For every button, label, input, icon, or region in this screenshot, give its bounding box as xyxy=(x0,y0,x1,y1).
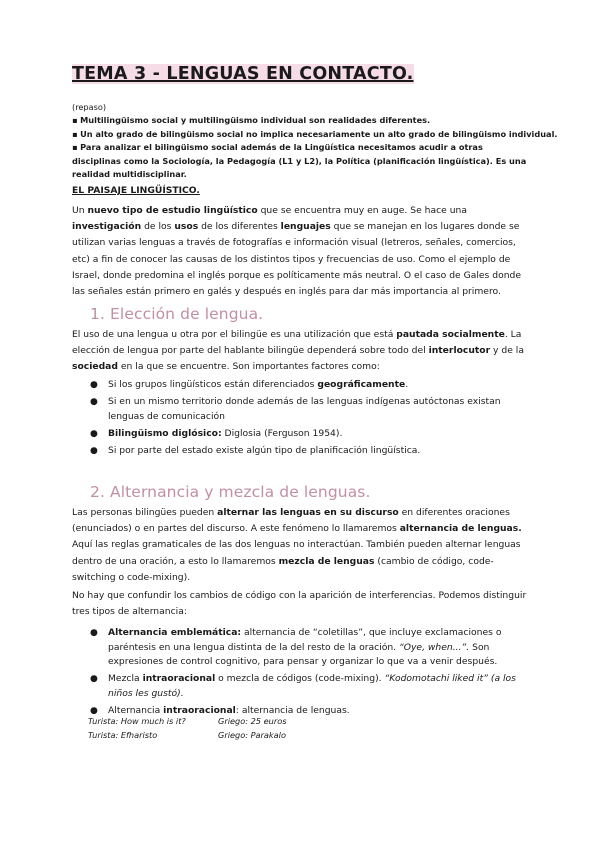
bullet-icon: ● xyxy=(90,428,98,439)
section-heading-alternancia: 2. Alternancia y mezcla de lenguas. xyxy=(90,483,371,501)
example-right: Griego: Parakalo xyxy=(218,730,286,740)
eleccion-factors-list xyxy=(90,378,518,461)
page-title-text: TEMA 3 - LENGUAS EN CONTACTO. xyxy=(72,64,414,84)
page-title xyxy=(72,62,414,86)
bullet-icon: ● xyxy=(90,674,98,685)
paisaje-paragraph: Un nuevo tipo de estudio lingüístico que se encuentra muy en auge. Se hace una investigación de los usos de los diferentes lenguajes que se manejan en los lugares donde se utilizan varias lenguas a través de fotografías e información visual (letreros, señales, comercios, etc) a fin de conocer las causas de los distintos tipos y frecuencias de uso. Como el ejemplo de Israel, donde predomina el inglés porque es políticamente más neutral. O el caso de Gales donde las señales están primero en galés y después en inglés para dar más importancia al primero. xyxy=(72,205,522,298)
section-heading-paisaje: EL PAISAJE LINGÜÍSTICO. xyxy=(72,185,200,196)
section-heading-eleccion: 1. Elección de lengua. xyxy=(90,305,264,323)
bullet-icon: ● xyxy=(90,445,98,456)
recap-item: ▪ Para analizar el bilingüismo social además de la Lingüística necesitamos acudir a otras disciplinas como la Sociología, la Pedagogía (L1 y L2), la Política (planificación lingüística). Es una realidad multidisciplinar. xyxy=(72,142,527,180)
bullet-icon: ● xyxy=(90,380,98,390)
example-left: Turista: How much is it? xyxy=(88,716,186,726)
recap-item: ▪ Un alto grado de bilingüismo social no implica necesariamente un alto grado de bilingüismo individual. xyxy=(72,128,558,139)
list-item: ● Mezcla intraoracional o mezcla de códigos (code-mixing). “Kodomotachi liked it” (a los niños les gustó). xyxy=(90,673,516,699)
list-item: ● Bilingüismo diglósico: Diglosia (Ferguson 1954). xyxy=(108,427,518,442)
recap-label: (repaso) xyxy=(72,102,107,112)
example-left: Turista: Efharisto xyxy=(88,730,158,740)
list-item: ● Si por parte del estado existe algún tipo de planificación lingüística. xyxy=(108,444,518,459)
bullet-icon: ● xyxy=(90,628,98,638)
example-line xyxy=(88,729,286,742)
interferencias-paragraph: No hay que confundir los cambios de código con la aparición de interferencias. Podemos distinguir tres tipos de alternancia: xyxy=(72,590,527,618)
eleccion-paragraph: El uso de una lengua u otra por el bilingüe es una utilización que está pautada socialmente. La elección de lengua por parte del hablante bilingüe dependerá sobre todo del interlocutor y de la sociedad en la que se encuentre. Son importantes factores como: xyxy=(72,329,524,373)
list-item: ● Alternancia intraoracional: alternancia de lenguas. xyxy=(108,704,528,719)
bullet-icon: ● xyxy=(90,397,98,408)
list-item: ● Si en un mismo territorio donde además de las lenguas indígenas autóctonas existan lenguas de comunicación xyxy=(90,396,501,422)
example-right: Griego: 25 euros xyxy=(218,716,287,726)
alternancia-paragraph: Las personas bilingües pueden alternar las lenguas en su discurso en diferentes oraciones (enunciados) o en partes del discurso. A este fenómeno lo llamaremos alternancia de lenguas. Aquí las reglas gramaticales de las dos lenguas no interactúan. También pueden alternar lenguas dentro de una oración, a esto lo llamaremos mezcla de lenguas (cambio de código, code-switching o code-mixing). xyxy=(72,507,522,583)
recap-section xyxy=(72,101,558,181)
list-item: ● Si los grupos lingüísticos están diferenciados geográficamente. xyxy=(108,378,518,393)
example-line xyxy=(88,715,287,728)
bullet-icon: ● xyxy=(90,705,98,716)
alternancia-types-list xyxy=(90,626,528,721)
recap-item: ▪ Multilingüismo social y multilingüismo individual son realidades diferentes. xyxy=(72,115,431,126)
list-item: ● Alternancia emblemática: alternancia de “coletillas”, que incluye exclamaciones o paréntesis en una lengua distinta de la del resto de la oración. “Oye, when...”. Son expresiones de control cognitivo, para pensar y organizar lo que va a venir después. xyxy=(90,627,502,667)
